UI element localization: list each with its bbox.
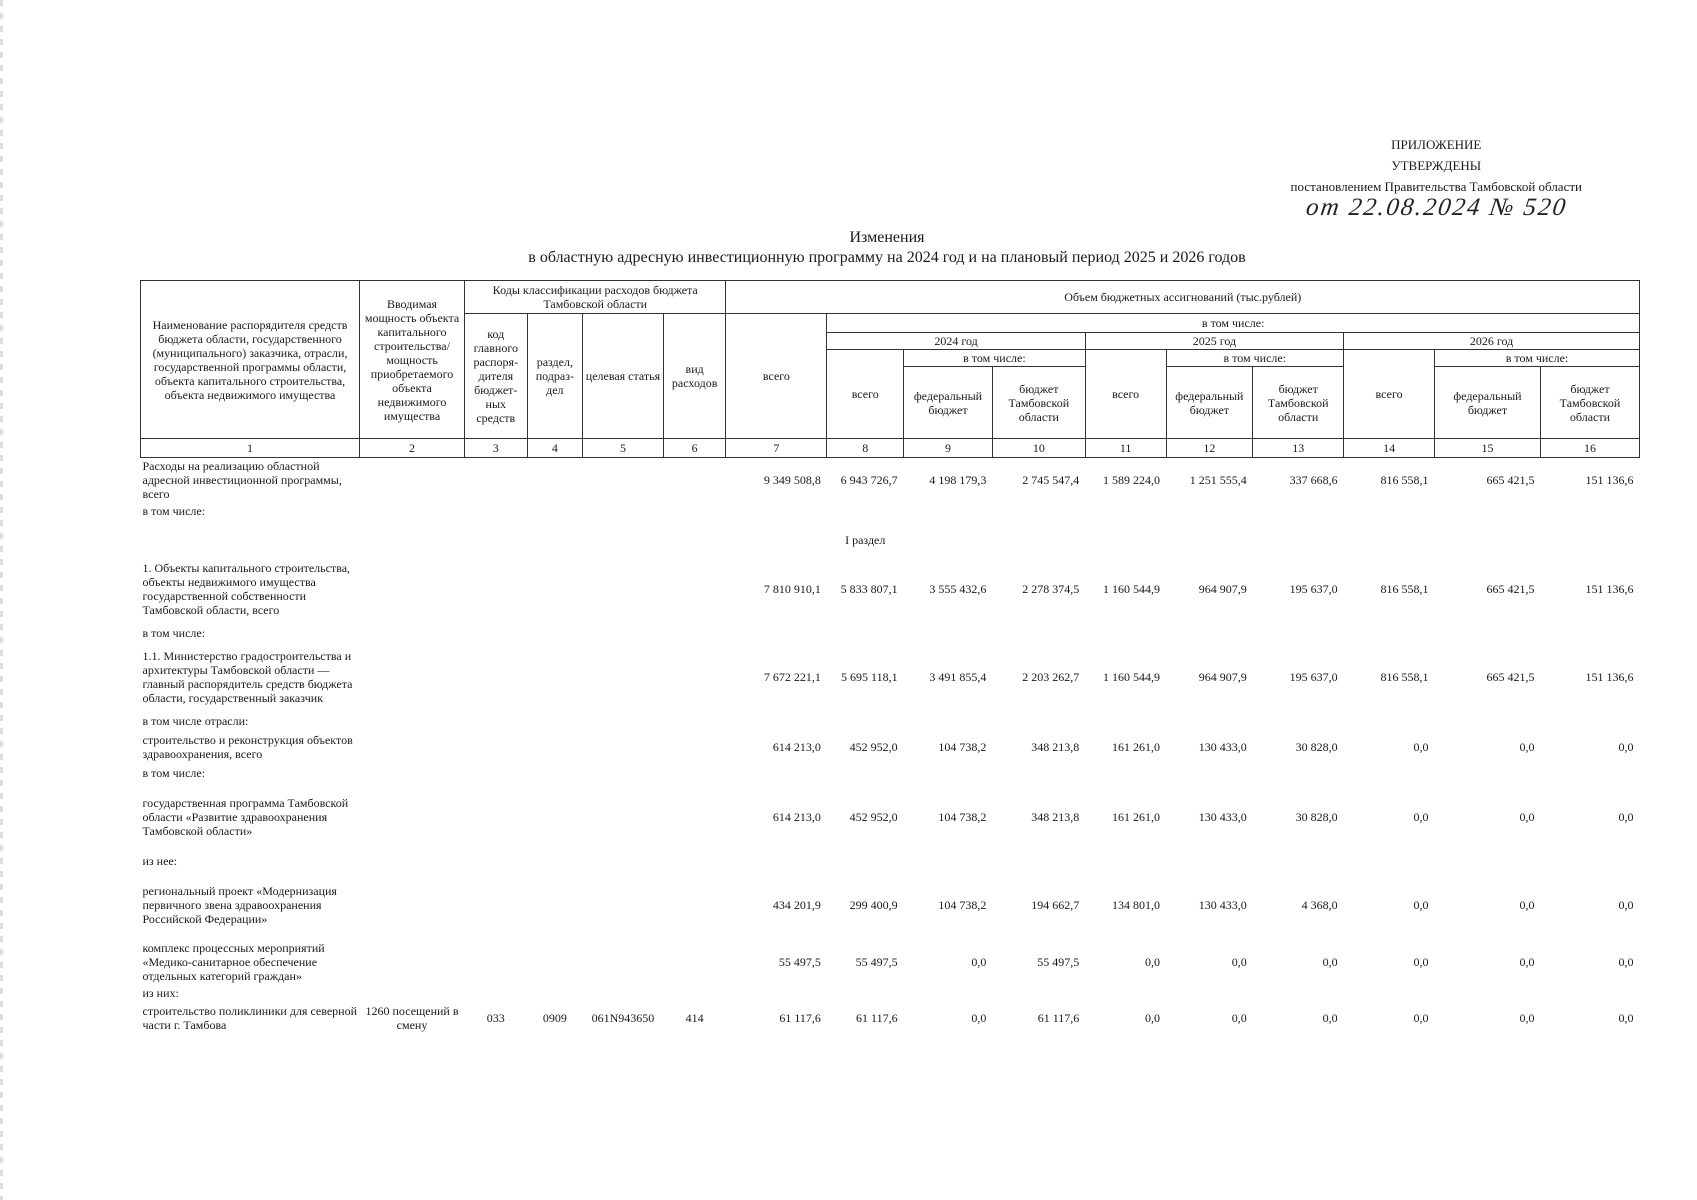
row-value: 0,0 xyxy=(1145,1011,1160,1025)
column-number: 9 xyxy=(904,439,993,458)
row-value: 0,0 xyxy=(1231,955,1247,969)
table-row xyxy=(141,852,1640,870)
column-number: 8 xyxy=(827,439,904,458)
table-row xyxy=(141,502,1640,520)
header-2024-including: в том числе: xyxy=(904,350,1086,367)
row-value: 0,0 xyxy=(1322,1011,1338,1025)
row-value: 614 213,0 xyxy=(772,740,821,754)
row-value: 964 907,9 xyxy=(1198,582,1247,596)
row-value: 348 213,8 xyxy=(1031,810,1080,824)
row-label: из них: xyxy=(142,986,179,1000)
header-including: в том числе: xyxy=(827,314,1640,333)
row-value: 3 555 432,6 xyxy=(929,582,987,596)
row-value: 6 943 726,7 xyxy=(840,473,898,487)
row-value: 0,0 xyxy=(1413,898,1429,912)
table-row xyxy=(141,712,1640,730)
scan-edge-mark xyxy=(0,0,3,1200)
table-row xyxy=(141,782,1640,852)
table-row xyxy=(141,520,1640,554)
column-number-row xyxy=(141,439,1640,458)
row-value: 61 117,6 xyxy=(1037,1011,1080,1025)
table-row xyxy=(141,764,1640,782)
investment-program-table xyxy=(140,280,1640,1034)
row-name: строительство поликлиники для северной части г. Тамбова xyxy=(142,1004,358,1032)
row-value: 0,0 xyxy=(1618,1011,1634,1025)
column-number: 12 xyxy=(1166,439,1253,458)
column-number: 14 xyxy=(1344,439,1435,458)
row-code-razdel: 0909 xyxy=(542,1011,567,1025)
empty-cell xyxy=(360,870,726,940)
table-row xyxy=(141,730,1640,764)
row-label: в том числе: xyxy=(142,504,206,518)
row-value: 161 261,0 xyxy=(1112,810,1160,824)
row-value: 194 662,7 xyxy=(1031,898,1080,912)
row-value: 0,0 xyxy=(1618,898,1634,912)
row-value: 0,0 xyxy=(1519,740,1535,754)
row-code-target: 061N943650 xyxy=(591,1011,655,1025)
header-volume: Объем бюджетных ассигнований (тыс.рублей) xyxy=(726,281,1640,314)
header-2026-federal: федеральный бюджет xyxy=(1434,367,1540,439)
row-value: 348 213,8 xyxy=(1031,740,1080,754)
row-value: 452 952,0 xyxy=(849,740,898,754)
header-2024-regional: бюджет Тамбовской области xyxy=(992,367,1085,439)
empty-cell xyxy=(141,520,827,554)
row-value: 104 738,2 xyxy=(938,810,987,824)
row-capacity: 1260 посещений в смену xyxy=(365,1004,459,1032)
header-2024-total: всего xyxy=(827,350,904,439)
header-code-grbs: код главного распоря-дителя бюджет-ных средств xyxy=(465,314,528,439)
row-value: 0,0 xyxy=(1322,955,1338,969)
column-number: 1 xyxy=(141,439,360,458)
row-value: 151 136,6 xyxy=(1585,582,1634,596)
row-value: 299 400,9 xyxy=(849,898,898,912)
row-value: 0,0 xyxy=(1231,1011,1247,1025)
row-code-type: 414 xyxy=(685,1011,704,1025)
row-label: в том числе: xyxy=(142,626,206,640)
row-value: 195 637,0 xyxy=(1289,670,1338,684)
row-name: государственная программа Тамбовской области «Развитие здравоохранения Тамбовской области» xyxy=(142,796,349,838)
row-value: 665 421,5 xyxy=(1486,670,1535,684)
header-year-2025: 2025 год xyxy=(1085,333,1343,350)
row-value: 1 160 544,9 xyxy=(1103,582,1160,596)
row-value: 61 117,6 xyxy=(856,1011,898,1025)
row-value: 964 907,9 xyxy=(1198,670,1247,684)
empty-cell xyxy=(360,554,726,624)
column-number: 2 xyxy=(360,439,465,458)
table-row xyxy=(141,870,1640,940)
row-value: 61 117,6 xyxy=(779,1011,821,1025)
header-2026-regional: бюджет Тамбовской области xyxy=(1540,367,1639,439)
row-name: комплекс процессных мероприятий «Медико-санитарное обеспечение отдельных категорий граждан» xyxy=(142,941,325,983)
row-value: 0,0 xyxy=(1413,740,1429,754)
row-value: 337 668,6 xyxy=(1289,473,1338,487)
table-header xyxy=(141,281,1640,458)
row-value: 0,0 xyxy=(1618,740,1634,754)
row-label: из нее: xyxy=(142,854,178,868)
table-row xyxy=(141,940,1640,984)
row-name: 1.1. Министерство градостроительства и архитектуры Тамбовской области — главный распорядитель средств бюджета области, государственный заказчик xyxy=(142,649,353,705)
row-value: 0,0 xyxy=(971,955,987,969)
header-codes: Коды классификации расходов бюджета Тамбовской области xyxy=(465,281,726,314)
empty-cell xyxy=(360,940,726,984)
column-number: 6 xyxy=(663,439,726,458)
row-value: 7 810 910,1 xyxy=(763,582,821,596)
row-value: 104 738,2 xyxy=(938,898,987,912)
column-number: 7 xyxy=(726,439,827,458)
empty-cell xyxy=(360,642,726,712)
row-value: 130 433,0 xyxy=(1198,740,1247,754)
header-capacity: Вводимая мощность объекта капитального строительства/ мощность приобретаемого объекта недвижимого имущества xyxy=(360,281,465,439)
row-value: 4 198 179,3 xyxy=(929,473,987,487)
row-value: 0,0 xyxy=(1519,810,1535,824)
appendix-label: ПРИЛОЖЕНИЕ xyxy=(1391,137,1482,152)
resolution-label: постановлением Правительства Тамбовской области xyxy=(1290,179,1582,194)
column-number: 10 xyxy=(992,439,1085,458)
row-value: 0,0 xyxy=(1519,955,1535,969)
row-value: 0,0 xyxy=(1413,810,1429,824)
row-value: 0,0 xyxy=(1618,955,1634,969)
row-value: 55 497,5 xyxy=(1037,955,1080,969)
row-value: 5 833 807,1 xyxy=(840,582,898,596)
row-value: 0,0 xyxy=(1413,955,1429,969)
column-number: 16 xyxy=(1540,439,1639,458)
table-row xyxy=(141,642,1640,712)
row-value: 816 558,1 xyxy=(1380,670,1429,684)
row-value: 3 491 855,4 xyxy=(929,670,987,684)
empty-cell xyxy=(360,458,726,503)
row-value: 55 497,5 xyxy=(855,955,898,969)
column-number: 3 xyxy=(465,439,528,458)
row-value: 0,0 xyxy=(1145,955,1160,969)
row-code-grbs: 033 xyxy=(486,1011,505,1025)
table-row xyxy=(141,1002,1640,1034)
column-number: 11 xyxy=(1085,439,1166,458)
approved-label: УТВЕРЖДЕНЫ xyxy=(1391,158,1482,173)
row-value: 614 213,0 xyxy=(772,810,821,824)
row-name: строительство и реконструкция объектов здравоохранения, всего xyxy=(142,733,353,761)
header-year-2026: 2026 год xyxy=(1344,333,1640,350)
row-value: 0,0 xyxy=(1519,898,1535,912)
column-number: 4 xyxy=(527,439,583,458)
table-row xyxy=(141,554,1640,624)
column-number: 13 xyxy=(1253,439,1344,458)
row-value: 30 828,0 xyxy=(1295,810,1338,824)
row-value: 195 637,0 xyxy=(1289,582,1338,596)
row-value: 4 368,0 xyxy=(1301,898,1338,912)
row-value: 130 433,0 xyxy=(1198,810,1247,824)
header-year-2024: 2024 год xyxy=(827,333,1085,350)
empty-cell xyxy=(904,520,1640,554)
row-value: 0,0 xyxy=(971,1011,987,1025)
row-value: 130 433,0 xyxy=(1198,898,1247,912)
row-value: 151 136,6 xyxy=(1585,473,1634,487)
header-code-type: вид расходов xyxy=(663,314,726,439)
row-name: Расходы на реализацию областной адресной инвестиционной программы, всего xyxy=(142,459,342,501)
row-value: 0,0 xyxy=(1413,1011,1429,1025)
header-2025-including: в том числе: xyxy=(1166,350,1344,367)
header-code-target: целевая статья xyxy=(583,314,664,439)
row-value: 161 261,0 xyxy=(1112,740,1160,754)
column-number: 15 xyxy=(1434,439,1540,458)
table-row xyxy=(141,624,1640,642)
table-row xyxy=(141,984,1640,1002)
header-2025-total: всего xyxy=(1085,350,1166,439)
row-value: 9 349 508,8 xyxy=(763,473,821,487)
header-name: Наименование распорядителя средств бюджета области, государственного (муниципального) заказчика, отрасли, государственной программы области, объекта капитального строительства, объекта недвижимого имущества xyxy=(141,281,360,439)
header-2026-total: всего xyxy=(1344,350,1435,439)
row-value: 665 421,5 xyxy=(1486,473,1535,487)
handwritten-date-number: от 22.08.2024 № 520 xyxy=(1304,194,1569,221)
row-value: 134 801,0 xyxy=(1112,898,1160,912)
row-value: 665 421,5 xyxy=(1486,582,1535,596)
row-value: 1 251 555,4 xyxy=(1189,473,1247,487)
title-line-2: в областную адресную инвестиционную программу на 2024 год и на плановый период 2025 и 2026 годов xyxy=(528,249,1246,266)
row-value: 2 745 547,4 xyxy=(1022,473,1080,487)
section-label: I раздел xyxy=(845,532,886,547)
row-value: 2 203 262,7 xyxy=(1022,670,1080,684)
title-line-1: Изменения xyxy=(849,229,925,246)
row-value: 1 589 224,0 xyxy=(1103,473,1160,487)
row-value: 7 672 221,1 xyxy=(763,670,821,684)
row-value: 151 136,6 xyxy=(1585,670,1634,684)
row-value: 30 828,0 xyxy=(1295,740,1338,754)
header-2024-federal: федеральный бюджет xyxy=(904,367,993,439)
row-value: 2 278 374,5 xyxy=(1022,582,1080,596)
header-2025-regional: бюджет Тамбовской области xyxy=(1253,367,1344,439)
row-value: 5 695 118,1 xyxy=(841,670,898,684)
row-value: 816 558,1 xyxy=(1380,473,1429,487)
empty-cell xyxy=(360,782,726,852)
table-row xyxy=(141,458,1640,503)
row-value: 104 738,2 xyxy=(938,740,987,754)
row-name: региональный проект «Модернизация первичного звена здравоохранения Российской Федерации» xyxy=(142,884,337,926)
row-value: 1 160 544,9 xyxy=(1103,670,1160,684)
row-value: 434 201,9 xyxy=(772,898,821,912)
approval-stamp xyxy=(1291,134,1582,221)
header-2026-including: в том числе: xyxy=(1434,350,1639,367)
row-value: 452 952,0 xyxy=(849,810,898,824)
header-code-razdel: раздел, подраз-дел xyxy=(527,314,583,439)
row-value: 816 558,1 xyxy=(1380,582,1429,596)
document-title xyxy=(0,228,1697,268)
header-total: всего xyxy=(726,314,827,439)
row-value: 0,0 xyxy=(1519,1011,1535,1025)
table-body xyxy=(141,458,1640,1035)
row-label: в том числе отрасли: xyxy=(142,714,249,728)
row-name: 1. Объекты капитального строительства, объекты недвижимого имущества государственной собственности Тамбовской области, всего xyxy=(142,561,351,617)
empty-cell xyxy=(360,730,726,764)
row-value: 0,0 xyxy=(1618,810,1634,824)
row-label: в том числе: xyxy=(142,766,206,780)
header-2025-federal: федеральный бюджет xyxy=(1166,367,1253,439)
column-number: 5 xyxy=(583,439,664,458)
row-value: 55 497,5 xyxy=(778,955,821,969)
